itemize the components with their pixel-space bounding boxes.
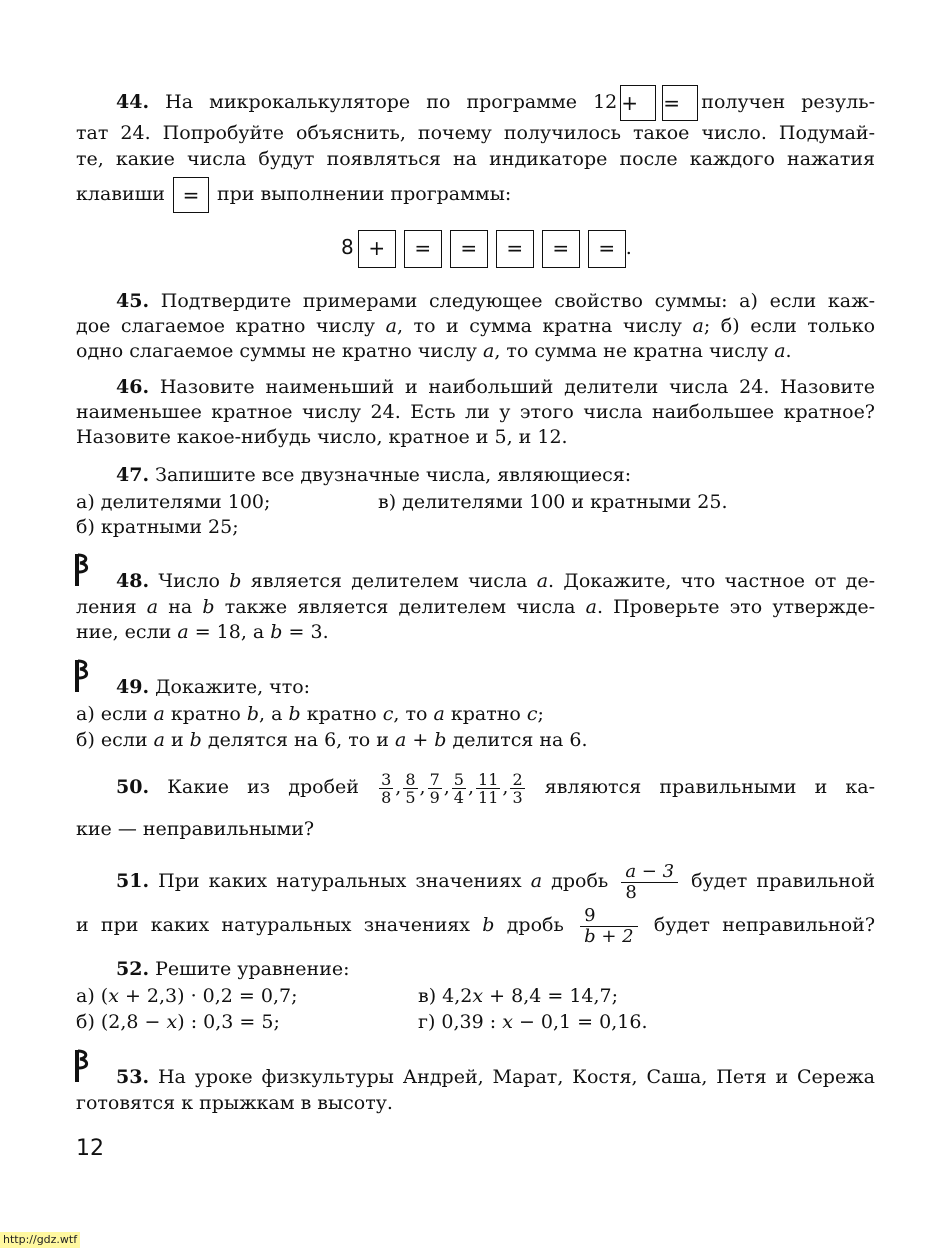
fraction-numerator: 3: [381, 769, 392, 789]
fraction-denominator: 8: [381, 787, 392, 807]
fraction-denominator: 5: [405, 787, 416, 807]
problem-49-item-b: б) если a и b делятся на 6, то и a + b делится на 6.: [76, 729, 588, 751]
fraction-a-minus-3-over-8: $\frac{a - 3}{8}$: [621, 862, 678, 903]
problem-48-number: 48.: [116, 570, 150, 592]
equals-key-icon: =: [450, 230, 488, 268]
problem-47-number: 47.: [116, 464, 150, 486]
problem-48-line2: ления a на b также является делителем числа a. Проверьте это утвержде-: [76, 596, 875, 618]
problem-53-line2: готовятся к прыжкам в высоту.: [76, 1092, 393, 1114]
problem-48-line1: 48. Число b является делителем числа a. Докажите, что частное от де-: [116, 570, 875, 592]
problem-52-item-g: г) 0,39 : x − 0,1 = 0,16.: [418, 1011, 648, 1033]
problem-47-line1: 47. Запишите все двузначные числа, являющиеся:: [116, 464, 632, 486]
fraction-1: [403, 771, 417, 806]
fraction-4: [476, 771, 500, 806]
equals-key-icon: =: [404, 230, 442, 268]
fraction-separator: ,: [443, 776, 450, 798]
problem-52-item-a: а) (x + 2,3) · 0,2 = 0,7;: [76, 985, 298, 1007]
fraction-numerator: 8: [405, 769, 416, 789]
problem-49-item-a: а) если a кратно b, а b кратно c, то a кратно c;: [76, 703, 544, 725]
fraction-denominator: 11: [478, 787, 499, 807]
problem-44-number: 44.: [116, 91, 150, 113]
fraction-0: [379, 771, 393, 806]
fraction-9-over-b-plus-2: $\frac{9}{b + 2}$: [580, 906, 638, 947]
problem-52-item-b: б) (2,8 − x) : 0,3 = 5;: [76, 1011, 280, 1033]
problem-45-line2: дое слагаемое кратно числу a, то и сумма кратна числу a; б) если только: [76, 315, 876, 337]
problem-51-line1: 51. При каких натуральных значениях a дробь $\frac{a - 3}{8}$ будет правильной: [116, 860, 876, 903]
equals-key-icon: =: [542, 230, 580, 268]
page-number: 12: [76, 1136, 104, 1161]
fraction-separator: ,: [419, 776, 426, 798]
problem-45-line3: одно слагаемое суммы не кратно числу a, то сумма не кратна числу a.: [76, 340, 792, 362]
problem-49-line1: 49. Докажите, что:: [116, 676, 311, 698]
equals-key-icon: =: [173, 177, 209, 213]
fraction-separator: ,: [467, 776, 475, 798]
problem-46-number: 46.: [116, 376, 150, 398]
fraction-numerator: 2: [512, 769, 523, 789]
fraction-separator: ,: [395, 776, 402, 798]
problem-47-item-b: б) кратными 25;: [76, 516, 239, 538]
problem-49-number: 49.: [116, 676, 150, 698]
problem-52-number: 52.: [116, 958, 150, 980]
problem-53-line1: 53. На уроке физкультуры Андрей, Марат, Костя, Саша, Петя и Сережа: [116, 1066, 875, 1088]
problem-50-number: 50.: [116, 776, 150, 798]
watermark-link[interactable]: http://gdz.wtf: [0, 1232, 80, 1248]
equals-key-icon: =: [588, 230, 626, 268]
problem-45-number: 45.: [116, 290, 150, 312]
equals-key-icon: =: [662, 85, 698, 121]
equals-key-icon: =: [496, 230, 534, 268]
fraction-numerator: 5: [453, 769, 464, 789]
problem-46-line3: Назовите какое-нибудь число, кратное и 5, и 12.: [76, 426, 568, 448]
problem-51-number: 51.: [116, 870, 150, 892]
fraction-numerator: 11: [478, 769, 499, 789]
problem-47-item-a: а) делителями 100;: [76, 491, 271, 513]
problem-51-line2: и при каких натуральных значениях b дробь $\frac{9}{b + 2}$ будет неправильной?: [76, 904, 876, 947]
problem-47-item-v: в) делителями 100 и кратными 25.: [378, 491, 728, 513]
problem-53-number: 53.: [116, 1066, 150, 1088]
fraction-denominator: 4: [453, 787, 464, 807]
problem-44-line3: те, какие числа будут появляться на индикаторе после каждого нажатия: [76, 148, 875, 170]
problem-46-line1: 46. Назовите наименьший и наибольший делители числа 24. Назовите: [116, 376, 875, 398]
plus-key-icon: +: [620, 85, 656, 121]
plus-key-icon: +: [358, 230, 396, 268]
problem-44-line2: тат 24. Попробуйте объяснить, почему получилось такое число. Подумай-: [76, 122, 875, 144]
problem-52-item-v: в) 4,2x + 8,4 = 14,7;: [418, 985, 619, 1007]
problem-48-line3: ние, если a = 18, а b = 3.: [76, 621, 329, 643]
fraction-numerator: 7: [429, 769, 440, 789]
proof-marker-icon: [74, 658, 94, 694]
fraction-5: [510, 771, 524, 806]
fraction-separator: ,: [502, 776, 509, 798]
fraction-list: [377, 769, 527, 807]
fraction-denominator: 9: [429, 787, 440, 807]
problem-52-line1: 52. Решите уравнение:: [116, 958, 350, 980]
problem-50-line1: 50. Какие из дробей $\frac{3}{8}$ , $\frac{8}{5}$ , $\frac{7}{9}$ , $\frac{5}{4}$ , $\frac{11}{11}$ , $\frac{2}{3}$ являются правильными и ка-: [116, 769, 876, 807]
problem-50-line2: кие — неправильными?: [76, 818, 315, 840]
fraction-denominator: 3: [512, 787, 523, 807]
problem-44-line1: 44. На микрокалькуляторе по программе 12 + = получен резуль-: [76, 84, 875, 121]
fraction-2: [428, 771, 442, 806]
fraction-3: [452, 771, 466, 806]
problem-45-line1: 45. Подтвердите примерами следующее свойство суммы: а) если каж-: [116, 290, 875, 312]
calculator-program: 8 + = = = = = .: [341, 228, 632, 268]
problem-46-line2: наименьшее кратное числу 24. Есть ли у этого числа наибольшее кратное?: [76, 401, 875, 423]
problem-44-line4: клавиши = при выполнении программы:: [76, 176, 511, 213]
